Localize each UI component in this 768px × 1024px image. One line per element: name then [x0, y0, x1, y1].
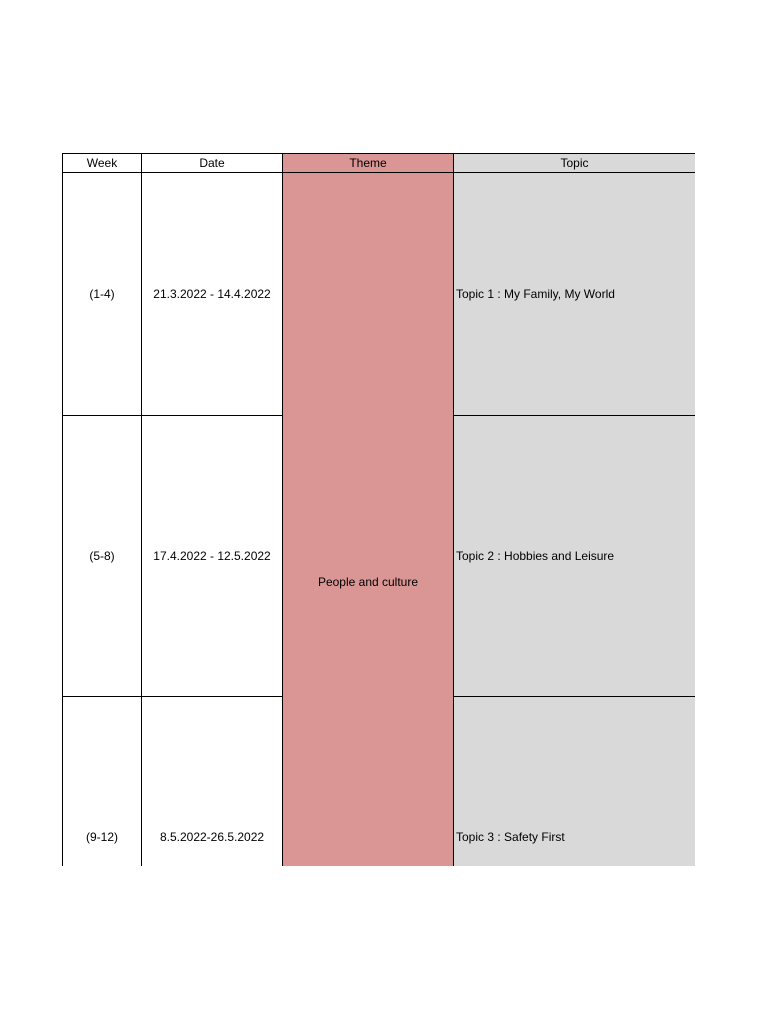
week-cell: (5-8)	[63, 416, 142, 697]
table-row	[63, 173, 696, 416]
topic-label: Topic 3 : Safety First	[456, 830, 565, 844]
date-label: 8.5.2022-26.5.2022	[159, 830, 265, 844]
week-cell: (1-4)	[63, 173, 142, 416]
theme-label: People and culture	[317, 575, 419, 589]
header-theme: Theme	[283, 154, 454, 173]
schedule-table	[62, 153, 695, 866]
date-cell: 21.3.2022 - 14.4.2022	[142, 173, 283, 416]
header-date: Date	[142, 154, 283, 173]
header-week: Week	[63, 154, 142, 173]
schedule-table-container	[62, 153, 695, 866]
header-topic: Topic	[454, 154, 696, 173]
topic-cell: Topic 1 : My Family, My World	[454, 173, 696, 416]
theme-cell	[283, 173, 454, 867]
date-cell	[142, 697, 283, 867]
date-cell: 17.4.2022 - 12.5.2022	[142, 416, 283, 697]
header-row	[63, 154, 696, 173]
week-cell	[63, 697, 142, 867]
topic-cell: Topic 2 : Hobbies and Leisure	[454, 416, 696, 697]
topic-cell	[454, 697, 696, 867]
week-label: (9-12)	[85, 830, 118, 844]
